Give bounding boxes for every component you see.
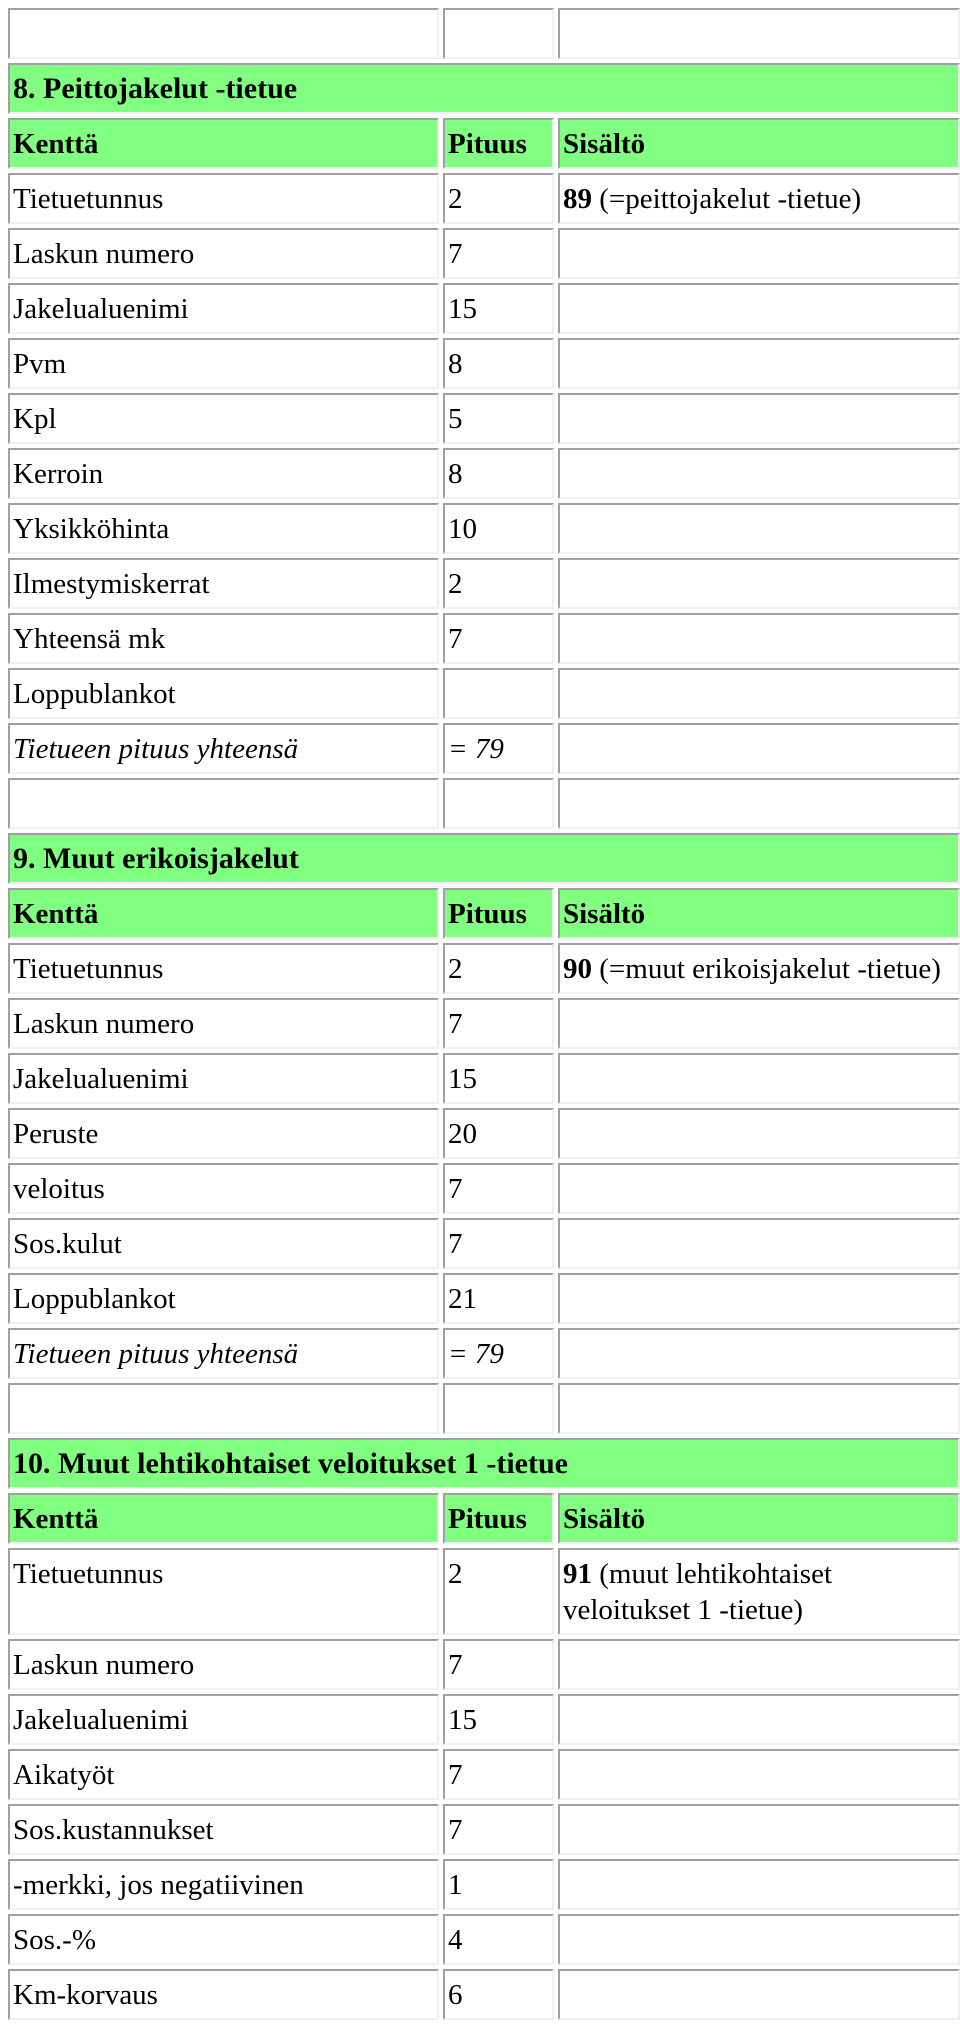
field-content [558, 1053, 960, 1104]
field-name: -merkki, jos negatiivinen [8, 1859, 439, 1910]
field-length: 2 [443, 173, 554, 224]
table-row [8, 1749, 960, 1800]
field-name: Yhteensä mk [8, 613, 439, 664]
column-header-field: Kenttä [8, 1493, 439, 1544]
field-content [558, 1548, 960, 1635]
table-row [8, 1548, 960, 1635]
field-length: 7 [443, 1218, 554, 1269]
empty-cell [558, 8, 960, 59]
field-name: Laskun numero [8, 1639, 439, 1690]
field-name: Laskun numero [8, 998, 439, 1049]
field-length: 15 [443, 283, 554, 334]
field-name: Pvm [8, 338, 439, 389]
empty-cell [8, 8, 439, 59]
field-length: 21 [443, 1273, 554, 1324]
field-length: 4 [443, 1914, 554, 1965]
column-header-field: Kenttä [8, 888, 439, 939]
field-length: 7 [443, 613, 554, 664]
empty-cell [443, 8, 554, 59]
field-content [558, 393, 960, 444]
field-name: Kerroin [8, 448, 439, 499]
field-length: 20 [443, 1108, 554, 1159]
field-content [558, 943, 960, 994]
record-code-note: (=peittojakelut -tietue) [592, 183, 862, 215]
table-row [8, 503, 960, 554]
field-name: Sos.-% [8, 1914, 439, 1965]
field-content [558, 1108, 960, 1159]
field-name: Loppublankot [8, 668, 439, 719]
field-content [558, 1749, 960, 1800]
field-content [558, 1804, 960, 1855]
table-row [8, 338, 960, 389]
field-name: Jakelualuenimi [8, 1694, 439, 1745]
field-length: 15 [443, 1053, 554, 1104]
table-row [8, 1804, 960, 1855]
field-content [558, 1914, 960, 1965]
table-row [8, 448, 960, 499]
field-length: 15 [443, 1694, 554, 1745]
field-name: Peruste [8, 1108, 439, 1159]
field-name: Jakelualuenimi [8, 1053, 439, 1104]
column-header-length: Pituus [443, 1493, 554, 1544]
record-layout-table [4, 4, 960, 2024]
table-row [8, 1108, 960, 1159]
field-length: 7 [443, 1639, 554, 1690]
table-row [8, 998, 960, 1049]
field-content [558, 1969, 960, 2020]
column-header-length: Pituus [443, 118, 554, 169]
section-title-row [8, 833, 960, 884]
total-label: Tietueen pituus yhteensä [8, 1328, 439, 1379]
field-name: Tietuetunnus [8, 943, 439, 994]
field-name: Km-korvaus [8, 1969, 439, 2020]
record-code-note: (=muut erikoisjakelut -tietue) [592, 953, 941, 985]
table-row [8, 1218, 960, 1269]
field-name: Sos.kustannukset [8, 1804, 439, 1855]
empty-cell [558, 723, 960, 774]
column-header-content: Sisältö [558, 1493, 960, 1544]
column-header-content: Sisältö [558, 888, 960, 939]
table-row [8, 668, 960, 719]
field-content [558, 448, 960, 499]
field-name: Kpl [8, 393, 439, 444]
column-header-content: Sisältö [558, 118, 960, 169]
field-name: Tietuetunnus [8, 173, 439, 224]
total-row [8, 1328, 960, 1379]
column-header-length: Pituus [443, 888, 554, 939]
column-header-field: Kenttä [8, 118, 439, 169]
column-header-row [8, 118, 960, 169]
field-content [558, 503, 960, 554]
table-row [8, 1694, 960, 1745]
record-code-note: (muut lehtikohtaiset veloitukset 1 -tietue) [563, 1558, 833, 1626]
spacer-row [8, 8, 960, 59]
field-name: Ilmestymiskerrat [8, 558, 439, 609]
field-name: Jakelualuenimi [8, 283, 439, 334]
empty-cell [558, 1328, 960, 1379]
field-length: 7 [443, 228, 554, 279]
total-row [8, 723, 960, 774]
field-content [558, 1273, 960, 1324]
table-row [8, 943, 960, 994]
field-name: Tietuetunnus [8, 1548, 439, 1635]
empty-cell [558, 778, 960, 829]
field-content [558, 228, 960, 279]
field-length: 2 [443, 1548, 554, 1635]
field-length: 10 [443, 503, 554, 554]
field-content [558, 1694, 960, 1745]
column-header-row [8, 888, 960, 939]
section-title: 9. Muut erikoisjakelut [8, 833, 960, 884]
table-row [8, 173, 960, 224]
field-length: 6 [443, 1969, 554, 2020]
spacer-row [8, 1383, 960, 1434]
record-code: 91 [563, 1558, 592, 1590]
section-title-row [8, 63, 960, 114]
field-length: 2 [443, 943, 554, 994]
field-length: 8 [443, 448, 554, 499]
field-content [558, 173, 960, 224]
table-row [8, 558, 960, 609]
empty-cell [8, 778, 439, 829]
field-length: 1 [443, 1859, 554, 1910]
field-length: 7 [443, 1163, 554, 1214]
table-row [8, 1639, 960, 1690]
table-row [8, 228, 960, 279]
field-content [558, 1639, 960, 1690]
empty-cell [443, 1383, 554, 1434]
empty-cell [443, 778, 554, 829]
table-row [8, 1969, 960, 2020]
table-row [8, 1163, 960, 1214]
section-title: 10. Muut lehtikohtaiset veloitukset 1 -tietue [8, 1438, 960, 1489]
field-length: 8 [443, 338, 554, 389]
field-content [558, 338, 960, 389]
table-body [8, 8, 960, 2020]
table-row [8, 1859, 960, 1910]
total-value: = 79 [443, 723, 554, 774]
section-title: 8. Peittojakelut -tietue [8, 63, 960, 114]
total-label: Tietueen pituus yhteensä [8, 723, 439, 774]
table-row [8, 613, 960, 664]
table-row [8, 1053, 960, 1104]
table-row [8, 283, 960, 334]
field-content [558, 998, 960, 1049]
field-name: Loppublankot [8, 1273, 439, 1324]
spacer-row [8, 778, 960, 829]
section-title-row [8, 1438, 960, 1489]
field-name: Laskun numero [8, 228, 439, 279]
field-length [443, 668, 554, 719]
field-content [558, 283, 960, 334]
field-length: 7 [443, 1804, 554, 1855]
field-name: Sos.kulut [8, 1218, 439, 1269]
field-content [558, 1163, 960, 1214]
table-row [8, 1273, 960, 1324]
table-row [8, 393, 960, 444]
field-content [558, 1859, 960, 1910]
field-length: 2 [443, 558, 554, 609]
field-content [558, 1218, 960, 1269]
column-header-row [8, 1493, 960, 1544]
table-row [8, 1914, 960, 1965]
field-content [558, 558, 960, 609]
empty-cell [558, 1383, 960, 1434]
field-length: 7 [443, 1749, 554, 1800]
field-name: Yksikköhinta [8, 503, 439, 554]
field-content [558, 668, 960, 719]
empty-cell [8, 1383, 439, 1434]
record-code: 90 [563, 953, 592, 985]
total-value: = 79 [443, 1328, 554, 1379]
field-content [558, 613, 960, 664]
record-code: 89 [563, 183, 592, 215]
field-length: 5 [443, 393, 554, 444]
field-name: Aikatyöt [8, 1749, 439, 1800]
field-name: veloitus [8, 1163, 439, 1214]
field-length: 7 [443, 998, 554, 1049]
